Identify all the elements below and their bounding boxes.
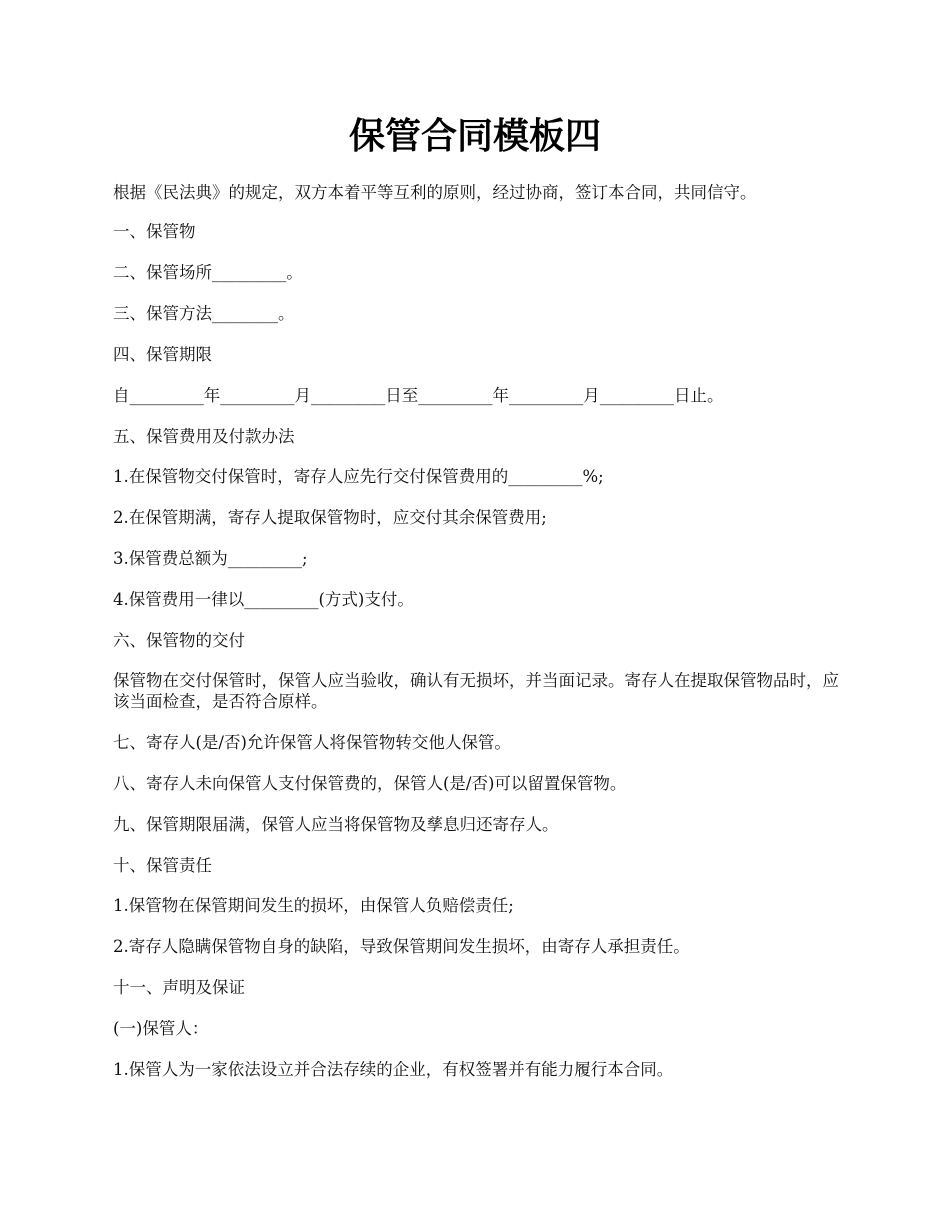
document-title: 保管合同模板四: [348, 115, 601, 157]
section-8-clause: 八、寄存人未向保管人支付保管费的，保管人(是/否)可以留置保管物。: [113, 774, 627, 793]
liability-clause-1: 1.保管物在保管期间发生的损坏，由保管人负赔偿责任;: [113, 896, 514, 915]
delivery-paragraph: 保管物在交付保管时，保管人应当验收，确认有无损坏，并当面记录。寄存人在提取保管物品时，应该当面检查，是否符合原样。: [113, 671, 839, 711]
section-6-heading: 六、保管物的交付: [113, 631, 245, 650]
preamble-paragraph: 根据《民法典》的规定，双方本着平等互利的原则，经过协商，签订本合同，共同信守。: [113, 183, 757, 202]
fee-clause-2: 2.在保管期满，寄存人提取保管物时，应交付其余保管费用;: [113, 508, 547, 527]
custodian-clause-1: 1.保管人为一家依法设立并合法存续的企业，有权签署并有能力履行本合同。: [113, 1060, 674, 1079]
custodian-subheading: (一)保管人：: [113, 1019, 209, 1038]
section-3-storage-method: 三、保管方法________。: [113, 304, 295, 323]
storage-period-line: 自_________年_________月_________日至_________年_________月_________日止。: [113, 386, 724, 405]
section-11-heading: 十一、声明及保证: [113, 978, 245, 997]
section-7-clause: 七、寄存人(是/否)允许保管人将保管物转交他人保管。: [113, 733, 511, 752]
section-2-storage-place: 二、保管场所_________。: [113, 263, 303, 282]
section-10-heading: 十、保管责任: [113, 856, 212, 875]
section-1-heading: 一、保管物: [113, 222, 196, 241]
liability-clause-2: 2.寄存人隐瞒保管物自身的缺陷，导致保管期间发生损坏，由寄存人承担责任。: [113, 937, 690, 956]
section-9-clause: 九、保管期限届满，保管人应当将保管物及孳息归还寄存人。: [113, 815, 559, 834]
fee-clause-1: 1.在保管物交付保管时，寄存人应先行交付保管费用的_________%;: [113, 467, 604, 486]
fee-clause-4: 4.保管费用一律以_________(方式)支付。: [113, 590, 414, 609]
fee-clause-3: 3.保管费总额为_________;: [113, 549, 308, 568]
section-5-heading: 五、保管费用及付款办法: [113, 427, 295, 446]
section-4-heading: 四、保管期限: [113, 345, 212, 364]
